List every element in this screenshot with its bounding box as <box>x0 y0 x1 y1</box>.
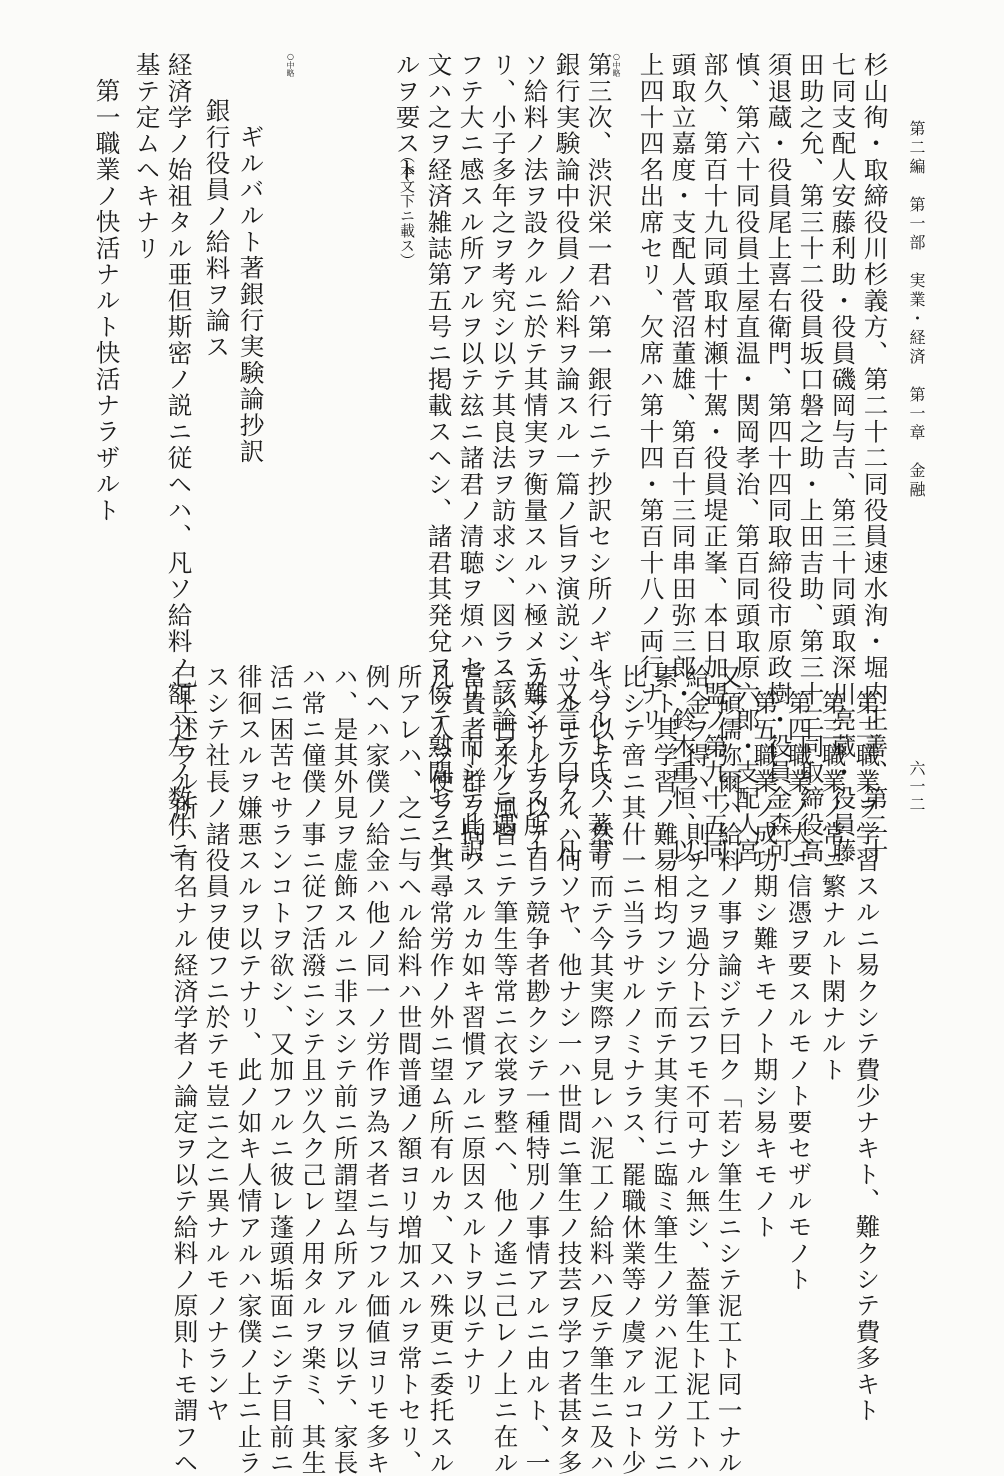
chuuryaku-mark-1: ○中略 <box>612 52 621 77</box>
upper-para3-line-2: 基テ定ムヘキナリ <box>132 52 162 262</box>
lower-item-3: 第三職業ノ常ニ繁ナルト閑ナルト <box>818 690 848 1083</box>
upper-para1-line-4: 須退蔵・役員尾上喜右衛門、第四十四同取締役市原政樹・役員金森可 <box>764 52 794 865</box>
lower-para-line-18: 已上述フル所ハ有名ナル経済学者ノ論定ヲ以テ給料ノ原則トモ謂フヘ <box>170 664 200 1476</box>
upper-para2-line-4: リ、小子多年之ヲ考究シ以テ其良法ヲ訪求シ、図ラス該論アルニ遇 <box>488 52 518 838</box>
lower-para-line-17: スシテ社長ノ諸役員ヲ使フニ於テモ豈ニ之ニ異ナルモノナランヤ <box>202 664 232 1424</box>
upper-para1-line-7: 頭取立嘉度・支配人菅沼董雄、第百十三同串田弥三郎・鈴木重恒、以 <box>668 52 698 865</box>
upper-para2-line-3: ソ給料ノ法ヲ設クルニ於テ其情実ヲ衡量スルハ極メテ難シトナス所ナ <box>520 52 550 865</box>
upper-para1-line-8: 上四十四名出席セリ、欠席ハ第十四・第百十八ノ両行ナリ <box>636 52 666 734</box>
lower-para-line-6: サルモノアルハ何ソヤ、他ナシ一ハ世間ニ筆生ノ技芸ヲ学フ者甚タ多 <box>554 664 584 1476</box>
lower-item-4: 第四職業ノ大ニ信憑ヲ要スルモノト要セザルモノト <box>784 690 814 1293</box>
lower-para-line-7: カラサルヲ以テ自ラ競争者尠クシテ一種特別ノ事情アルニ由ルト、一 <box>522 664 552 1476</box>
lower-para-line-9: 富貴者ト群ヲ同フスルカ如キ習慣アルニ原因スルトヲ以テナリ <box>458 664 488 1398</box>
lower-para-line-5: キヲ以テス、然リ而テ今其実際ヲ見レハ泥工ノ給料ハ反テ筆生ニ及ハ <box>586 664 616 1476</box>
upper-para2-line-5: フテ大ニ感スル所アルヲ以テ玆ニ諸君ノ清聴ヲ煩ハセリ、而シテ此訳 <box>456 52 486 865</box>
upper-para2-line-1: 第三次、渋沢栄一君ハ第一銀行ニテ抄訳セシ所ノギルバルト氏ノ著書 <box>584 52 614 865</box>
page-number: 六一二 <box>907 760 926 814</box>
lower-para-line-2: 給金ヲ得ハ、則チ之ヲ過分ト云フモ不可ナル無シ、葢筆生ト泥工トハ <box>682 664 712 1476</box>
upper-para1-line-6: 部久、第百十九同頭取村瀬十駕・役員堤正峯、本日加盟ノ第九十五同 <box>700 52 730 865</box>
document-title: ギルバルト著銀行実験論抄訳 <box>236 124 266 465</box>
lower-para-line-10: 凡ソ人ヲ使フニ其尋常労作ノ外ニ望ム所有ルカ、又ハ殊更ニ委托スル <box>426 664 456 1476</box>
upper-para1-line-3: 田助之允、第三十二役員坂口磐之助・上田吉助、第三十三同取締役高 <box>796 52 826 865</box>
lower-item-5: 第五職業ノ成功期シ難キモノト期シ易キモノト <box>750 690 780 1241</box>
upper-para1-line-1: 杉山徇・取締役川杉義方、第二十二同役員速水洵・堀内正善、第二十 <box>860 52 890 865</box>
lower-para-line-1: 又碩儒弥爾ハ給料ノ事ヲ論ジテ曰ク「若シ筆生ニシテ泥工ト同一ナル <box>714 664 744 1476</box>
lower-para-line-3: 素ト其学習ノ難易相均フシテ而テ其実行ニ臨ミ筆生ノ労ハ泥工ノ労ニ <box>650 664 680 1476</box>
lower-para-line-14: ハ常ニ僮僕ノ事ニ従フ活潑ニシテ且ツ久ク己レノ用タルヲ楽ミ、其生 <box>298 664 328 1476</box>
lower-para-line-13: ハ、是其外見ヲ虚飾スルニ非スシテ前ニ所謂望ム所アルヲ以テ、家長 <box>330 664 360 1476</box>
lower-para-line-12: 例ヘハ家僕ノ給金ハ他ノ同一ノ労作ヲ為ス者ニ与フル価値ヨリモ多キ <box>362 664 392 1476</box>
lower-para-line-15: 活ニ困苦セサランコトヲ欲シ、又加フルニ彼レ蓬頭垢面ニシテ目前ニ <box>266 664 296 1476</box>
lower-item-2: 第二職業ヲ学習スルニ易クシテ費少ナキト、難クシテ費多キト <box>852 690 882 1424</box>
upper-para2-line-2: 銀行実験論中役員ノ給料ヲ論スル一篇ノ旨ヲ演説シ、又言テ曰ク、凡 <box>552 52 582 865</box>
lower-para-line-16: 徘徊スルヲ嫌悪スルヲ以テナリ、此ノ如キ人情アルハ家僕ノ上ニ止ラ <box>234 664 264 1476</box>
upper-para1-line-5: 慎、第六十同役員土屋直温・関岡孝治、第百同頭取原六郎・支配人宮 <box>732 52 762 865</box>
lower-para-line-11: 所アレハ、之ニ与ヘル給料ハ世間普通ノ額ヨリ増加スルヲ常トセリ、 <box>394 664 424 1476</box>
running-header: 第二編 第一部 実業・経済 第一章 金融 <box>907 120 926 500</box>
chuuryaku-mark-2: ○中略 <box>286 52 295 77</box>
upper-para1-line-2: 七同支配人安藤利助・役員磯岡与吉、第三十同頭取深川亮蔵・役員藤 <box>828 52 858 865</box>
upper-para2-note: （本文下ニ載ス） <box>398 148 416 268</box>
upper-para3-line-1: 経済学ノ始祖タル亜但斯密ノ説ニ従ヘハ、凡ソ給料ノ額ハ左ノ数件ニ <box>164 52 194 865</box>
lower-para-line-4: 比シテ啻ニ其什一ニ当ラサルノミナラス、罷職休業等ノ虞アルコト少 <box>618 664 648 1476</box>
upper-para2-line-6: 文ハ之ヲ経済雑誌第五号ニ掲載スヘシ、諸君其発兌ヲ俟テ熟閲セラル <box>424 52 454 865</box>
document-subtitle: 銀行役員ノ給料ヲ論ス <box>202 98 232 360</box>
lower-para-line-8: ニハ古来ノ風習ニテ筆生等常ニ衣裳ヲ整ヘ、他ノ遙ニ己レノ上ニ在ル <box>490 664 520 1476</box>
upper-para2-line-7: ルヲ要スト <box>392 52 422 183</box>
upper-item-1: 第一職業ノ快活ナルト快活ナラザルト <box>92 78 122 524</box>
